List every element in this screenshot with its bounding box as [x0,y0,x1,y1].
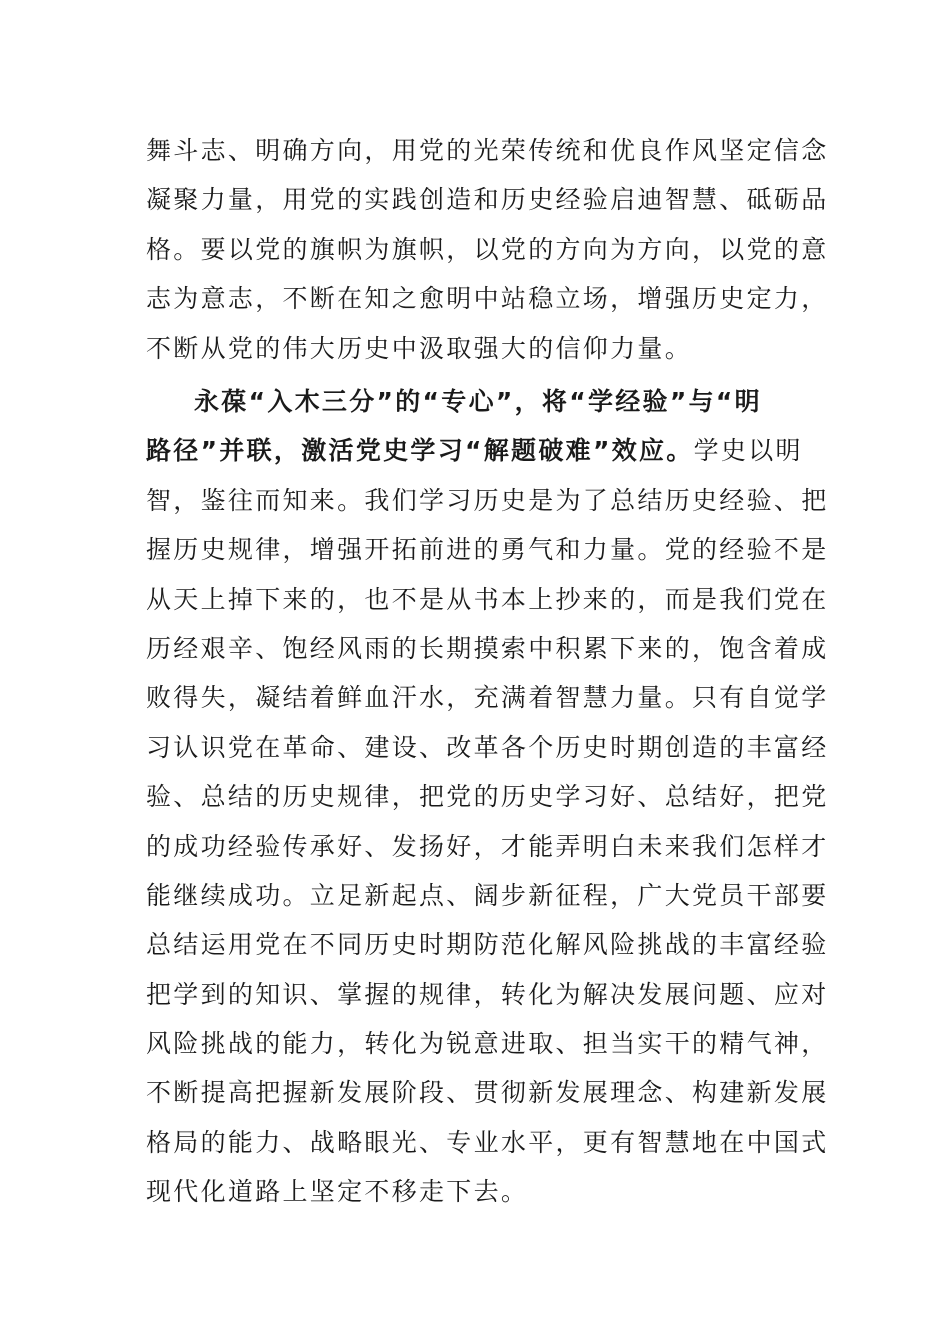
paragraph-1-line: 不断从党的伟大历史中汲取强大的信仰力量。 [146,333,693,363]
paragraph-2-line: 风险挑战的能力，转化为锐意进取、担当实干的精气神， [146,1029,829,1059]
paragraph-2-line: 验、总结的历史规律，把党的历史学习好、总结好，把党 [146,782,829,812]
paragraph-2-line: 习认识党在革命、建设、改革各个历史时期创造的丰富经 [146,732,829,762]
paragraph-2 [146,377,829,1217]
paragraph-2-line: 历经艰辛、饱经风雨的长期摸索中积累下来的，饱含着成 [146,633,829,663]
paragraph-2-body-start: 学史以明 [693,436,803,466]
paragraph-2-line: 现代化道路上坚定不移走下去。 [146,1177,529,1207]
paragraph-2-line: 败得失，凝结着鲜血汗水，充满着智慧力量。只有自觉学 [146,683,829,713]
paragraph-2-line: 握历史规律，增强开拓前进的勇气和力量。党的经验不是 [146,535,829,565]
paragraph-2-line: 把学到的知识、掌握的规律，转化为解决发展问题、应对 [146,979,829,1009]
paragraph-2-line: 从天上掉下来的，也不是从书本上抄来的，而是我们党在 [146,584,829,614]
paragraph-1-line: 志为意志，不断在知之愈明中站稳立场，增强历史定力， [146,284,829,314]
paragraph-2-heading-line-2 [146,426,826,475]
paragraph-2-line: 格局的能力、战略眼光、专业水平，更有智慧地在中国式 [146,1127,829,1157]
paragraph-2-heading-line: 永葆“入木三分”的“专心”，将“学经验”与“明 [194,387,762,416]
paragraph-2-line: 的成功经验传承好、发扬好，才能弄明白未来我们怎样才 [146,831,829,861]
paragraph-2-line: 能继续成功。立足新起点、阔步新征程，广大党员干部要 [146,880,829,910]
paragraph-1 [146,126,829,373]
paragraph-2-line: 总结运用党在不同历史时期防范化解风险挑战的丰富经验 [146,930,829,960]
paragraph-2-heading-tail: 路径”并联，激活党史学习“解题破难”效应。 [146,436,694,466]
paragraph-1-line: 凝聚力量，用党的实践创造和历史经验启迪智慧、砥砺品 [146,185,829,215]
paragraph-2-line: 智，鉴往而知来。我们学习历史是为了总结历史经验、把 [146,485,829,515]
paragraph-1-line: 舞斗志、明确方向，用党的光荣传统和优良作风坚定信念 [146,136,829,165]
paragraph-1-line: 格。要以党的旗帜为旗帜，以党的方向为方向，以党的意 [146,234,829,264]
paragraph-2-line: 不断提高把握新发展阶段、贯彻新发展理念、构建新发展 [146,1078,829,1108]
